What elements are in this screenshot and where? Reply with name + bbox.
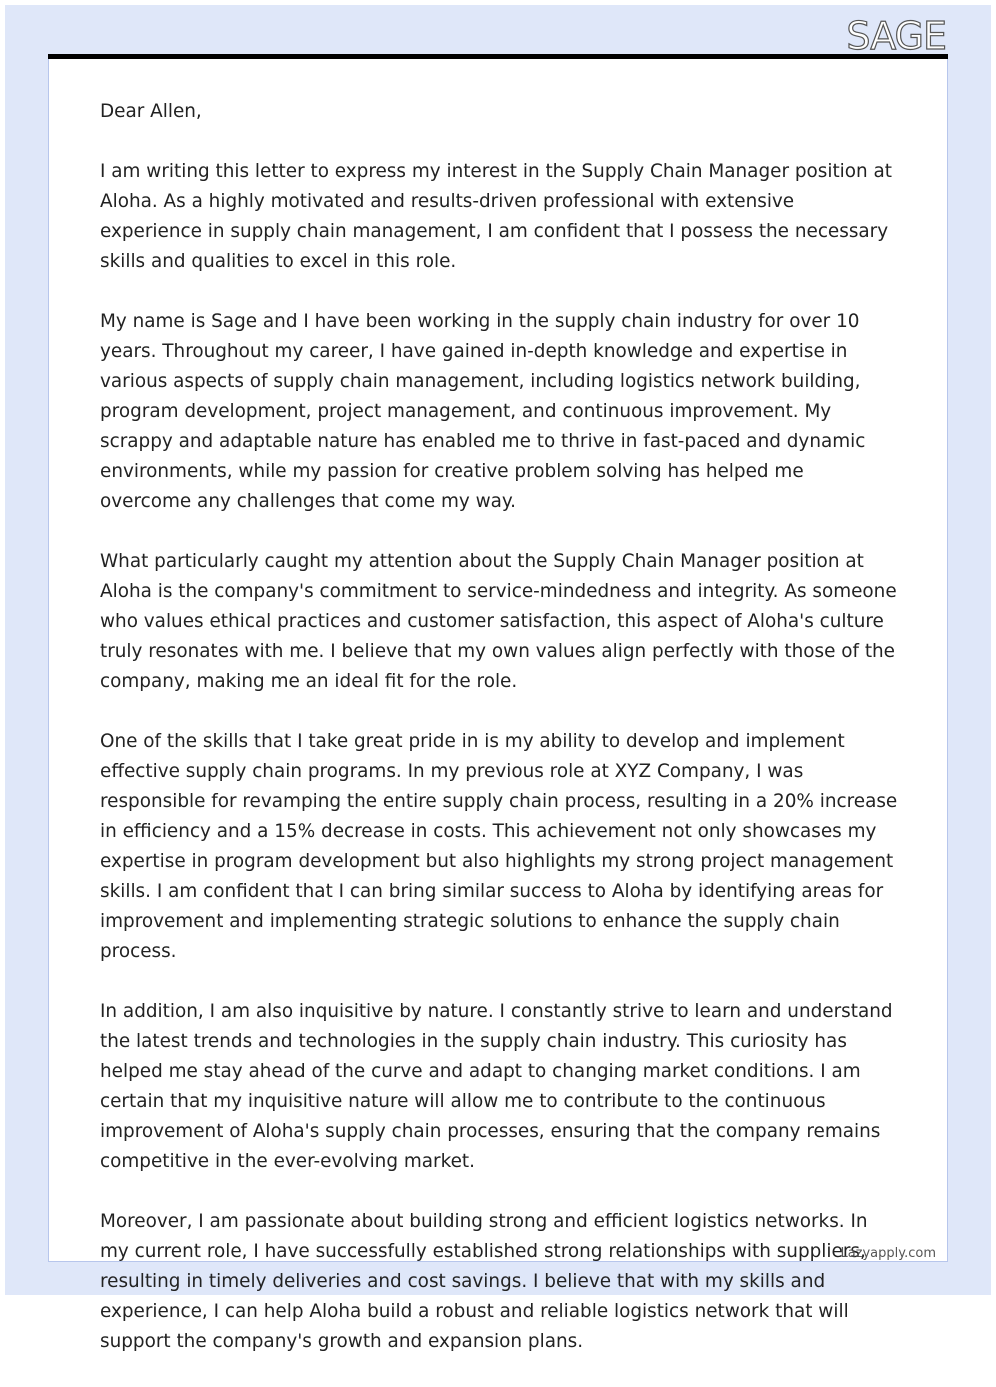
paragraph-5: In addition, I am also inquisitive by nature. I constantly strive to learn and understand the latest trends and technologies in the supply chain industry. This curiosity has helped me stay ahead of the curve and adapt to changing market conditions. I am certain that my inquisitive nature will allow me to contribute to the continuous improvement of Aloha's supply chain processes, ensuring that the company remains competitive in the ever-evolving market. [100,1001,893,1172]
paragraph-1: I am writing this letter to express my interest in the Supply Chain Manager position at Aloha. As a highly motivated and results-driven professional with extensive experience in supply chain management, I am confident that I possess the necessary skills and qualities to excel in this role. [100,161,893,272]
letter-body [100,97,900,1387]
logo-text: SAGE [846,14,946,58]
paragraph-4: One of the skills that I take great pride in is my ability to develop and implement effective supply chain programs. In my previous role at XYZ Company, I was responsible for revamping the entire supply chain process, resulting in a 20% increase in efficiency and a 15% decrease in costs. This achievement not only showcases my expertise in program development but also highlights my strong project management skills. I am confident that I can bring similar success to Aloha by identifying areas for improvement and implementing strategic solutions to enhance the supply chain process. [100,731,898,962]
paragraph-3: What particularly caught my attention about the Supply Chain Manager position at Aloha is the company's commitment to service-mindedness and integrity. As someone who values ethical practices and customer satisfaction, this aspect of Aloha's culture truly resonates with me. I believe that my own values align perfectly with those of the company, making me an ideal fit for the role. [100,551,897,692]
salutation: Dear Allen, [100,101,202,122]
paragraph-2: My name is Sage and I have been working in the supply chain industry for over 10 years. Throughout my career, I have gained in-depth knowledge and expertise in various aspects of supply chain management, including logistics network building, program development, project management, and continuous improvement. My scrappy and adaptable nature has enabled me to thrive in fast-paced and dynamic environments, while my passion for creative problem solving has helped me overcome any challenges that come my way. [100,311,866,512]
header-rule [48,54,948,59]
watermark-text: Lazyapply.com [840,1246,936,1261]
paragraph-6: Moreover, I am passionate about building strong and efficient logistics networks. In my current role, I have successfully established strong relationships with suppliers, resulting in timely deliveries and cost savings. I believe that with my skills and experience, I can help Aloha build a robust and reliable logistics network that will support the company's growth and expansion plans. [100,1211,868,1352]
